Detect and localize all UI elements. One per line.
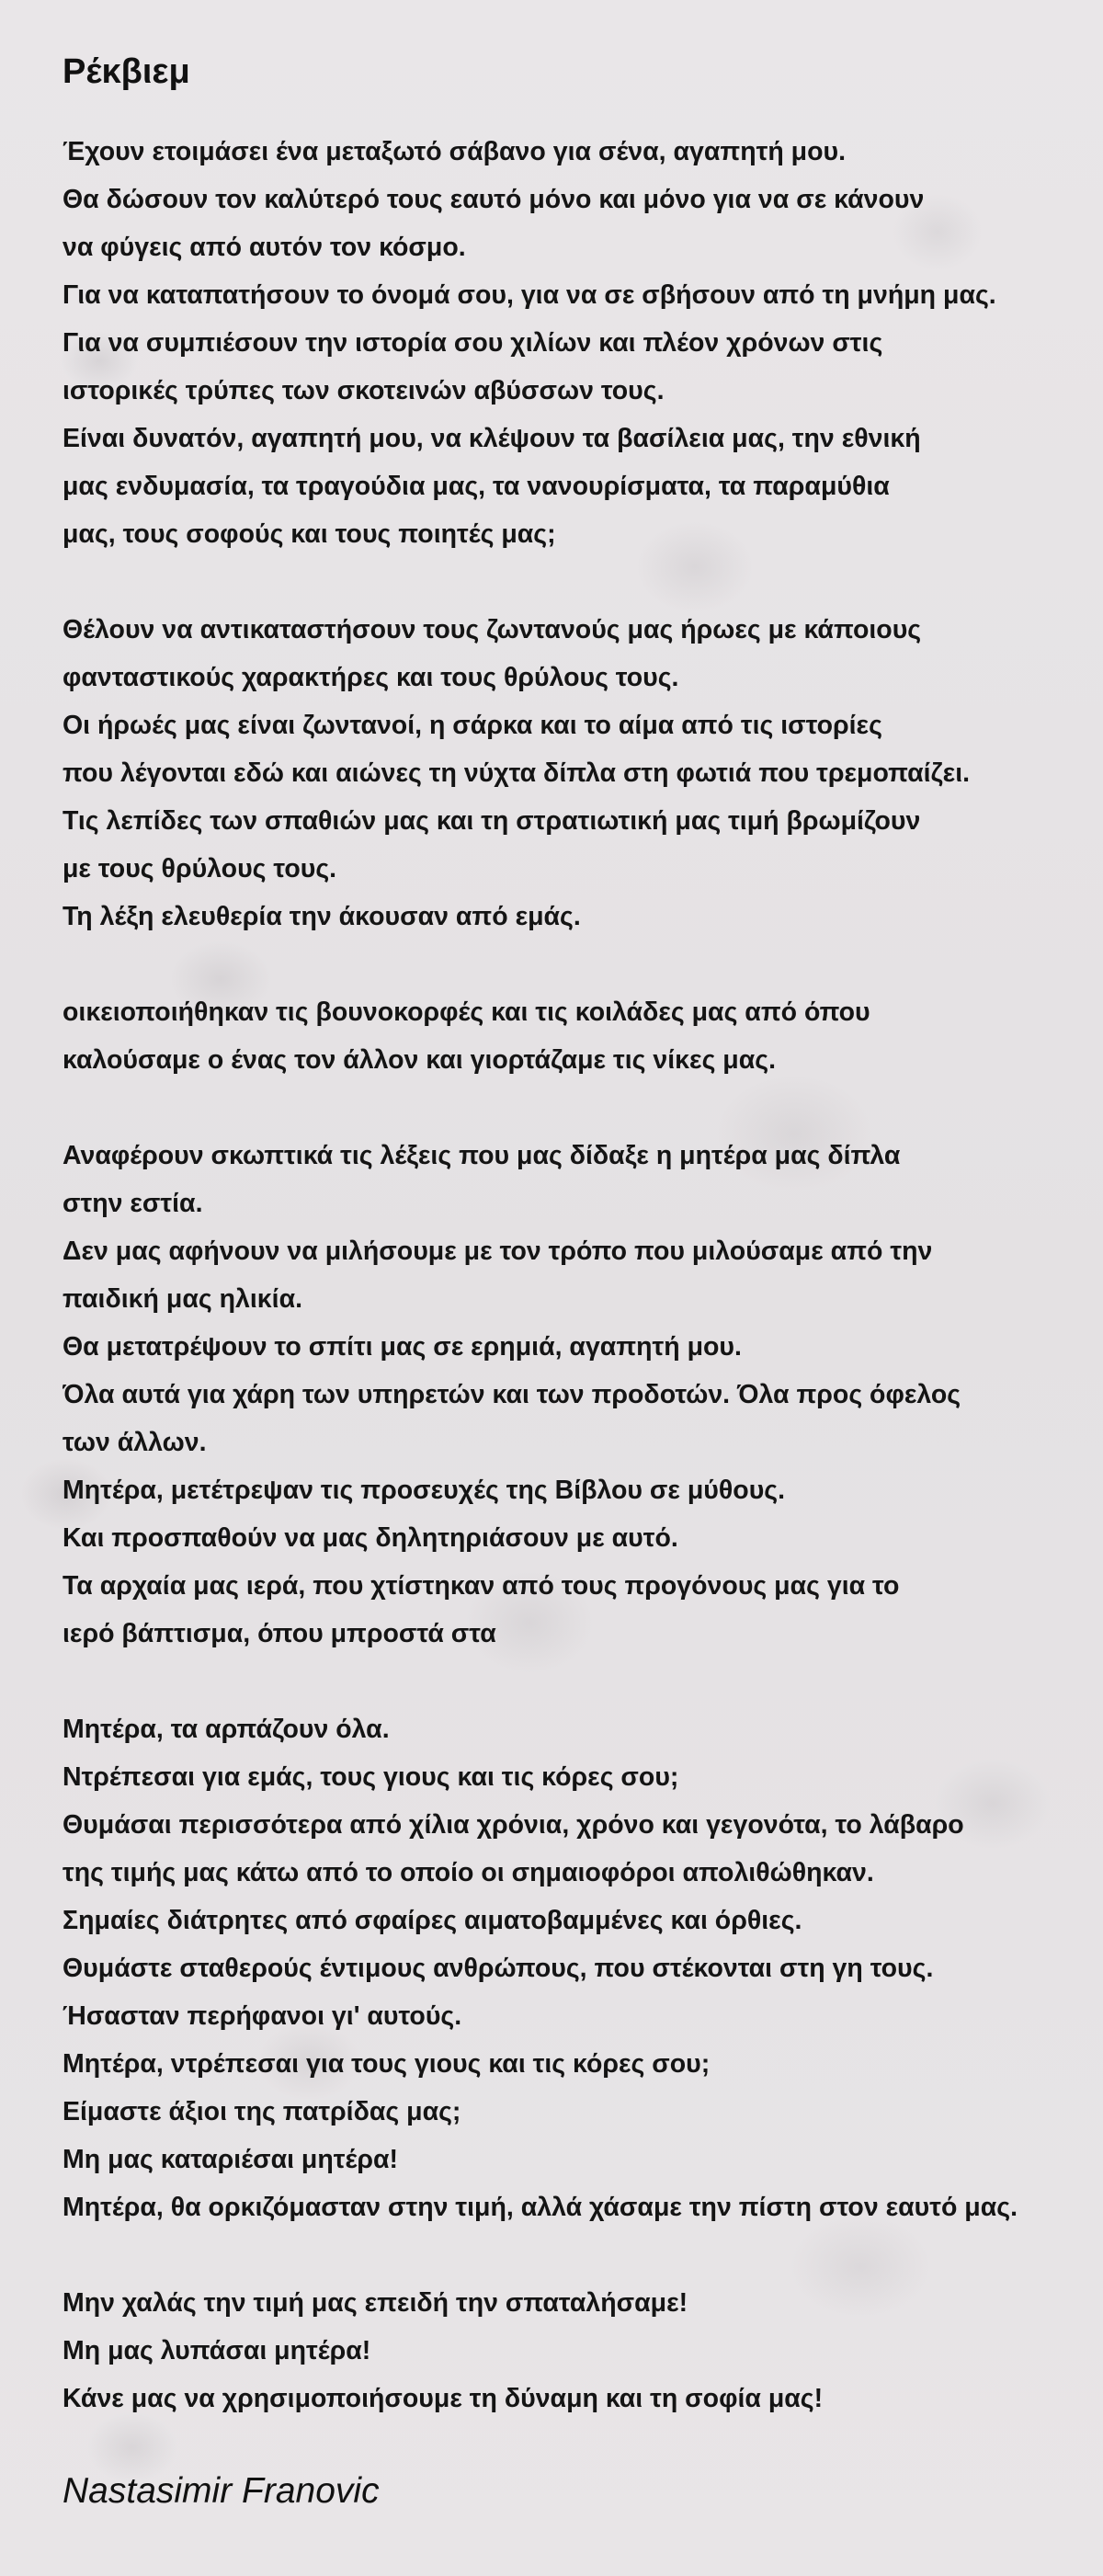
stanza <box>63 1132 1103 1658</box>
poem-line: Για να καταπατήσουν το όνομά σου, για να σε σβήσουν από τη μνήμη μας. <box>63 280 996 310</box>
poem-line: Θα μετατρέψουν το σπίτι μας σε ερημιά, αγαπητή μου. <box>63 1332 742 1362</box>
poem-page <box>63 46 1103 2576</box>
stanza <box>63 606 1103 940</box>
poem-line: με τους θρύλους τους. <box>63 854 337 883</box>
poem-line: οικειοποιήθηκαν τις βουνοκορφές και τις κοιλάδες μας από όπου <box>63 997 870 1027</box>
poem-line: μας, τους σοφούς και τους ποιητές μας; <box>63 519 556 549</box>
poem-line: Μην χαλάς την τιμή μας επειδή την σπαταλήσαμε! <box>63 2288 688 2318</box>
poem-line: Τα αρχαία μας ιερά, που χτίστηκαν από τους προγόνους μας για το <box>63 1571 900 1601</box>
poem-line: Οι ήρωές μας είναι ζωντανοί, η σάρκα και το αίμα από τις ιστορίες <box>63 711 882 740</box>
poem-line: Τη λέξη ελευθερία την άκουσαν από εμάς. <box>63 902 581 931</box>
poem-line: ιερό βάπτισμα, όπου μπροστά στα <box>63 1619 496 1648</box>
poem-line: Μητέρα, θα ορκιζόμασταν στην τιμή, αλλά χάσαμε την πίστη στον εαυτό μας. <box>63 2193 1018 2222</box>
poem-line: Όλα αυτά για χάρη των υπηρετών και των προδοτών. Όλα προς όφελος <box>63 1380 961 1409</box>
poem-line: Μητέρα, ντρέπεσαι για τους γιους και τις κόρες σου; <box>63 2049 711 2079</box>
poem-line: της τιμής μας κάτω από το οποίο οι σημαιοφόροι απολιθώθηκαν. <box>63 1858 874 1887</box>
poem-line: Μη μας λυπάσαι μητέρα! <box>63 2336 371 2365</box>
poem-line: Θέλουν να αντικαταστήσουν τους ζωντανούς μας ήρωες με κάποιους <box>63 615 922 644</box>
poem-line: μας ενδυμασία, τα τραγούδια μας, τα νανουρίσματα, τα παραμύθια <box>63 472 890 501</box>
poem-body <box>63 128 1103 2422</box>
poem-author: Nastasimir Franovic <box>63 2471 380 2511</box>
poem-line: Μητέρα, μετέτρεψαν τις προσευχές της Βίβλου σε μύθους. <box>63 1476 786 1505</box>
poem-line: Μητέρα, τα αρπάζουν όλα. <box>63 1715 390 1744</box>
poem-line: Μη μας καταριέσαι μητέρα! <box>63 2145 399 2174</box>
poem-line: Και προσπαθούν να μας δηλητηριάσουν με αυτό. <box>63 1523 678 1553</box>
poem-line: Θα δώσουν τον καλύτερό τους εαυτό μόνο και μόνο για να σε κάνουν <box>63 185 925 214</box>
poem-line: Τις λεπίδες των σπαθιών μας και τη στρατιωτική μας τιμή βρωμίζουν <box>63 806 921 836</box>
poem-line: Για να συμπιέσουν την ιστορία σου χιλίων και πλέον χρόνων στις <box>63 328 883 358</box>
poem-line: Έχουν ετοιμάσει ένα μεταξωτό σάβανο για σένα, αγαπητή μου. <box>63 137 847 166</box>
poem-line: Ήσασταν περήφανοι γι' αυτούς. <box>63 2001 462 2031</box>
poem-line: Θυμάστε σταθερούς έντιμους ανθρώπους, που στέκονται στη γη τους. <box>63 1954 934 1983</box>
stanza <box>63 2279 1103 2422</box>
poem-line: Είμαστε άξιοι της πατρίδας μας; <box>63 2097 461 2126</box>
poem-line: Ντρέπεσαι για εμάς, τους γιους και τις κόρες σου; <box>63 1762 679 1792</box>
poem-line: Αναφέρουν σκωπτικά τις λέξεις που μας δίδαξε η μητέρα μας δίπλα <box>63 1141 901 1170</box>
poem-line: στην εστία. <box>63 1189 203 1218</box>
poem-title: Ρέκβιεμ <box>63 52 190 91</box>
poem-line: Κάνε μας να χρησιμοποιήσουμε τη δύναμη και τη σοφία μας! <box>63 2384 824 2413</box>
poem-line: Θυμάσαι περισσότερα από χίλια χρόνια, χρόνο και γεγονότα, το λάβαρο <box>63 1810 964 1840</box>
poem-line: Σημαίες διάτρητες από σφαίρες αιματοβαμμένες και όρθιες. <box>63 1906 802 1935</box>
poem-line: να φύγεις από αυτόν τον κόσμο. <box>63 233 466 262</box>
stanza <box>63 128 1103 558</box>
poem-line: που λέγονται εδώ και αιώνες τη νύχτα δίπλα στη φωτιά που τρεμοπαίζει. <box>63 758 971 788</box>
poem-line: ιστορικές τρύπες των σκοτεινών αβύσσων τους. <box>63 376 665 405</box>
stanza <box>63 988 1103 1084</box>
stanza <box>63 1705 1103 2231</box>
poem-line: παιδική μας ηλικία. <box>63 1284 303 1314</box>
poem-line: Είναι δυνατόν, αγαπητή μου, να κλέψουν τα βασίλεια μας, την εθνική <box>63 424 921 453</box>
poem-line: φανταστικούς χαρακτήρες και τους θρύλους τους. <box>63 663 679 692</box>
poem-line: καλούσαμε ο ένας τον άλλον και γιορτάζαμε τις νίκες μας. <box>63 1045 776 1075</box>
poem-line: των άλλων. <box>63 1428 207 1457</box>
poem-line: Δεν μας αφήνουν να μιλήσουμε με τον τρόπο που μιλούσαμε από την <box>63 1237 933 1266</box>
